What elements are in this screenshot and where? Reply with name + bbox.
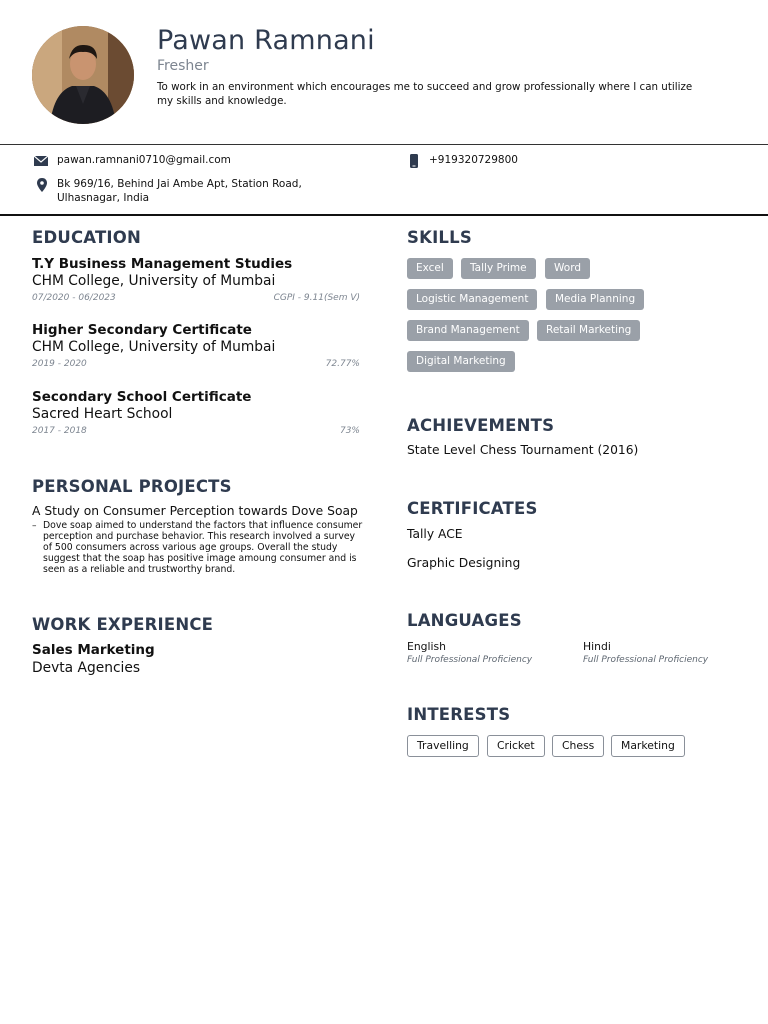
- address-line-1: Bk 969/16, Behind Jai Ambe Apt, Station Road,: [57, 178, 302, 190]
- education-meta: [32, 293, 360, 303]
- education-meta: [32, 426, 360, 436]
- education-item: [32, 256, 360, 303]
- language-level: Full Professional Proficiency: [407, 655, 533, 665]
- phone-text: +919320729800: [429, 154, 518, 166]
- language-name: Hindi: [583, 640, 611, 653]
- contact-email[interactable]: [57, 154, 231, 168]
- education-school: CHM College, University of Mumbai: [32, 273, 276, 289]
- skills-heading: SKILLS: [407, 228, 472, 247]
- email-text: pawan.ramnani0710@gmail.com: [57, 154, 231, 166]
- resume-header: [0, 0, 768, 144]
- education-school: Sacred Heart School: [32, 406, 173, 422]
- skill-tag: Media Planning: [546, 289, 644, 310]
- work-heading: WORK EXPERIENCE: [32, 615, 214, 634]
- language-level: Full Professional Proficiency: [583, 655, 709, 665]
- certificate-item: Graphic Designing: [407, 556, 521, 570]
- skill-tag: Tally Prime: [461, 258, 536, 279]
- interests-heading: INTERESTS: [407, 705, 511, 724]
- skill-tag: Logistic Management: [407, 289, 537, 310]
- language-name: English: [407, 640, 446, 653]
- location-icon: [35, 178, 49, 192]
- education-meta: [32, 359, 360, 369]
- contact-address: [57, 178, 302, 205]
- education-dates: 2017 - 2018: [32, 426, 87, 436]
- job-company: Devta Agencies: [32, 660, 141, 676]
- education-degree: Higher Secondary Certificate: [32, 322, 252, 338]
- candidate-title: Fresher: [157, 58, 209, 74]
- address-line-2: Ulhasnagar, India: [57, 191, 150, 204]
- education-score: 72.77%: [325, 359, 360, 369]
- education-dates: 07/2020 - 06/2023: [32, 293, 116, 303]
- certificates-heading: CERTIFICATES: [407, 499, 538, 518]
- education-score: CGPI - 9.11(Sem V): [273, 293, 360, 303]
- candidate-name: Pawan Ramnani: [157, 25, 375, 56]
- job-role: Sales Marketing: [32, 642, 155, 658]
- education-degree: Secondary School Certificate: [32, 389, 252, 405]
- bullet-dash: –: [32, 521, 37, 531]
- achievements-heading: ACHIEVEMENTS: [407, 416, 555, 435]
- education-heading: EDUCATION: [32, 228, 141, 247]
- project-description: Dove soap aimed to understand the factors that influence consumer perception and purchase behavior. This research involved a survey of 500 consumers across various age groups. Overall the study suggest that the soap has positive image amoung consumer and is seen as a reliable and trustworthy brand.: [43, 520, 363, 575]
- skill-tag: Digital Marketing: [407, 351, 515, 372]
- header-divider: [0, 144, 768, 145]
- achievement-item: State Level Chess Tournament (2016): [407, 443, 639, 457]
- interest-pill: Cricket: [487, 735, 545, 757]
- skill-tag: Excel: [407, 258, 453, 279]
- skill-tag: Brand Management: [407, 320, 529, 341]
- career-summary: To work in an environment which encourages me to succeed and grow professionally where I can utilize my skills and knowledge.: [157, 81, 693, 107]
- education-degree: T.Y Business Management Studies: [32, 256, 293, 272]
- education-school: CHM College, University of Mumbai: [32, 339, 276, 355]
- skill-tag: Word: [545, 258, 590, 279]
- contact-divider: [0, 214, 768, 216]
- interest-pill: Travelling: [407, 735, 479, 757]
- interest-pill: Marketing: [611, 735, 685, 757]
- contact-phone[interactable]: [429, 154, 518, 168]
- email-icon: [34, 154, 48, 168]
- profile-photo: [32, 26, 134, 124]
- education-score: 73%: [339, 426, 360, 436]
- education-dates: 2019 - 2020: [32, 359, 87, 369]
- phone-icon: [407, 154, 421, 168]
- profile-photo-image: [32, 26, 134, 124]
- skill-tag: Retail Marketing: [537, 320, 640, 341]
- interest-pill: Chess: [552, 735, 604, 757]
- projects-heading: PERSONAL PROJECTS: [32, 477, 232, 496]
- languages-heading: LANGUAGES: [407, 611, 522, 630]
- education-item: [32, 389, 360, 436]
- project-title: A Study on Consumer Perception towards Dove Soap: [32, 504, 358, 518]
- education-item: [32, 322, 360, 369]
- certificate-item: Tally ACE: [407, 527, 463, 541]
